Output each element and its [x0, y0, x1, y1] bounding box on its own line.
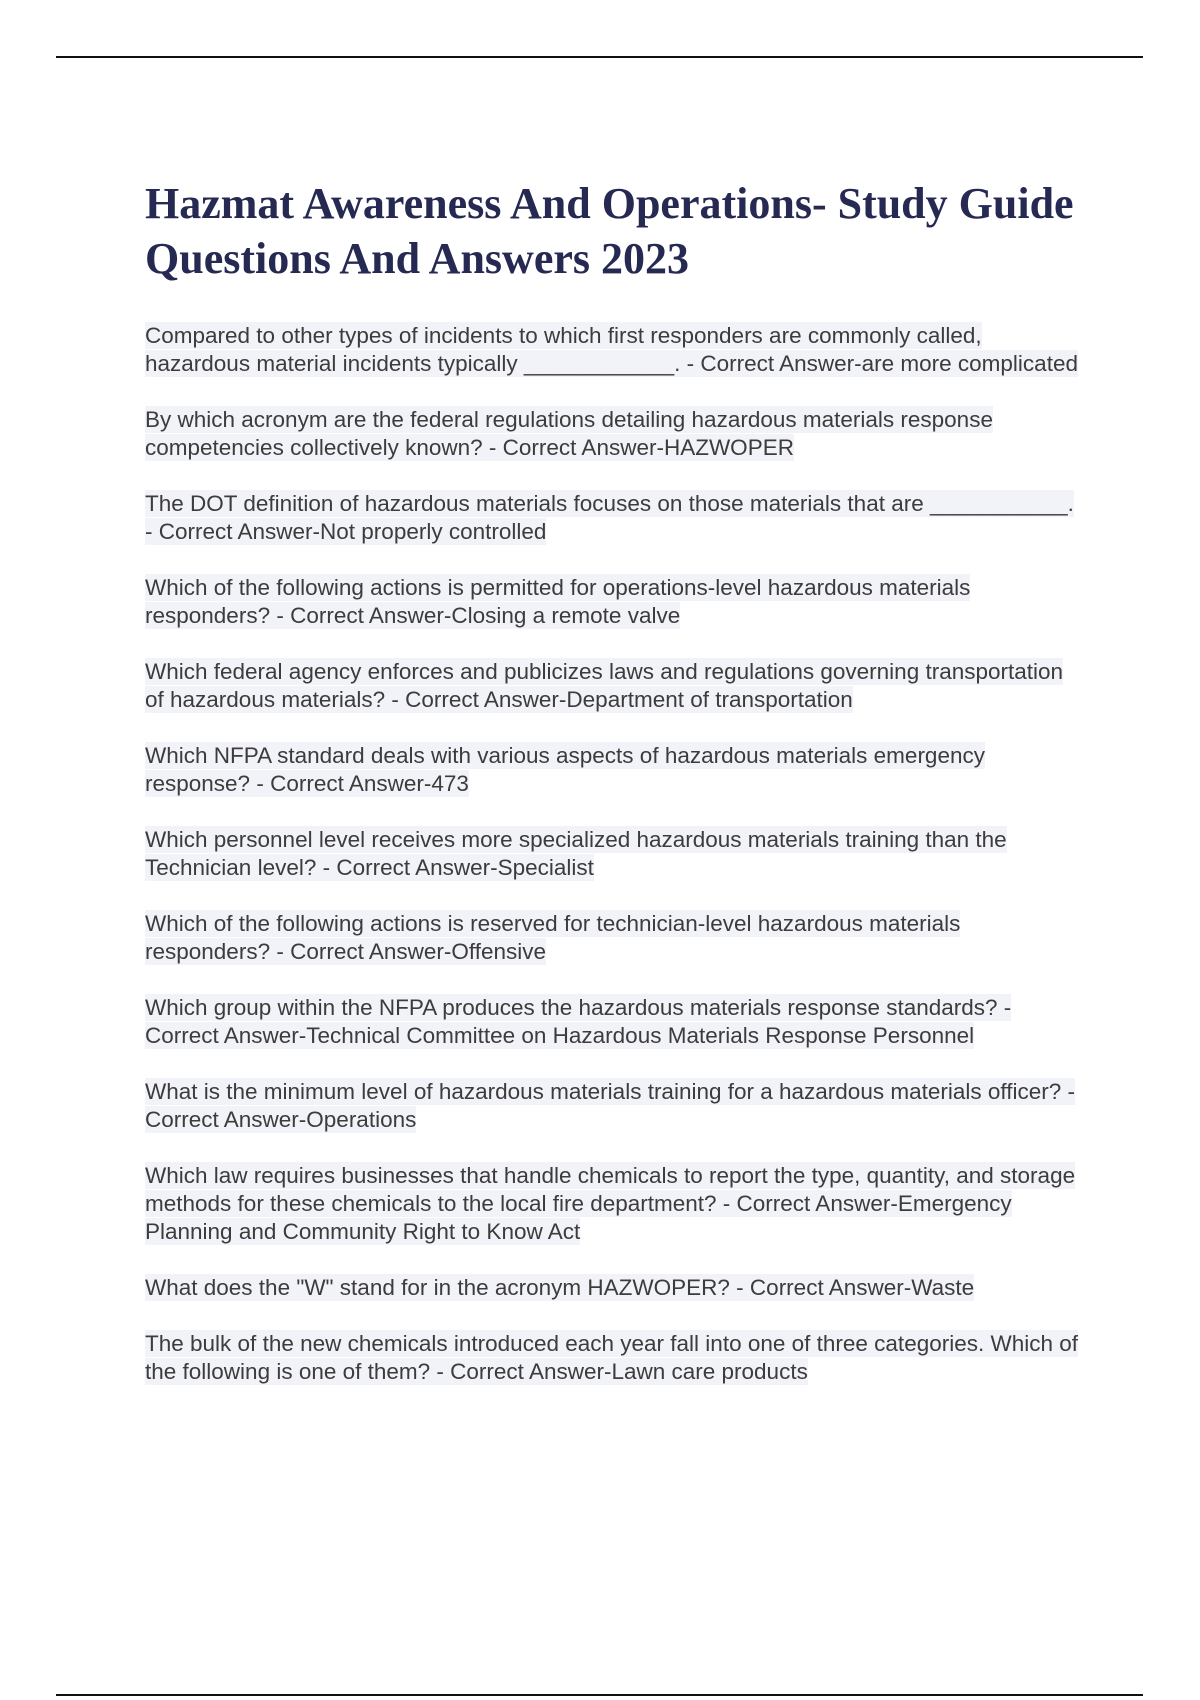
qa-text: What does the "W" stand for in the acronym HAZWOPER? - Correct Answer-Waste [145, 1275, 975, 1300]
qa-item [145, 910, 1085, 966]
qa-item [145, 322, 1085, 378]
qa-text: Which group within the NFPA produces the hazardous materials response standards? - Correct Answer-Technical Committee on Hazardous Materials Response Personnel [145, 995, 1012, 1048]
qa-item [145, 406, 1085, 462]
qa-item [145, 994, 1085, 1050]
qa-text: Which law requires businesses that handle chemicals to report the type, quantity, and storage methods for these chemicals to the local fire department? - Correct Answer-Emergency Planning and Community Right to Know Act [145, 1163, 1076, 1244]
qa-text: Compared to other types of incidents to which first responders are commonly called, hazardous material incidents typically ____________. - Correct Answer-are more complicated [145, 323, 1078, 376]
qa-item [145, 658, 1085, 714]
qa-text: By which acronym are the federal regulations detailing hazardous materials response competencies collectively known? - Correct Answer-HAZWOPER [145, 407, 993, 460]
qa-item [145, 1274, 1085, 1302]
qa-item [145, 1330, 1085, 1386]
bottom-rule [56, 1694, 1143, 1696]
qa-text: The bulk of the new chemicals introduced each year fall into one of three categories. Which of the following is one of them? - Correct Answer-Lawn care products [145, 1331, 1079, 1384]
qa-text: The DOT definition of hazardous materials focuses on those materials that are ___________. - Correct Answer-Not properly controlled [145, 491, 1074, 544]
qa-item [145, 826, 1085, 882]
qa-text: Which NFPA standard deals with various aspects of hazardous materials emergency response? - Correct Answer-473 [145, 743, 985, 796]
qa-item [145, 1162, 1085, 1246]
page-title: Hazmat Awareness And Operations- Study Guide Questions And Answers 2023 [145, 179, 1074, 283]
top-rule [56, 56, 1143, 58]
qa-text: Which of the following actions is reserved for technician-level hazardous materials responders? - Correct Answer-Offensive [145, 911, 961, 964]
qa-item [145, 574, 1085, 630]
qa-text: What is the minimum level of hazardous materials training for a hazardous materials officer? - Correct Answer-Operations [145, 1079, 1075, 1132]
document-body [145, 176, 1085, 1414]
qa-text: Which of the following actions is permitted for operations-level hazardous materials responders? - Correct Answer-Closing a remote valve [145, 575, 971, 628]
qa-text: Which personnel level receives more specialized hazardous materials training than the Technician level? - Correct Answer-Specialist [145, 827, 1007, 880]
qa-item [145, 742, 1085, 798]
qa-item [145, 1078, 1085, 1134]
qa-text: Which federal agency enforces and publicizes laws and regulations governing transportation of hazardous materials? - Correct Answer-Department of transportation [145, 659, 1064, 712]
qa-item [145, 490, 1085, 546]
